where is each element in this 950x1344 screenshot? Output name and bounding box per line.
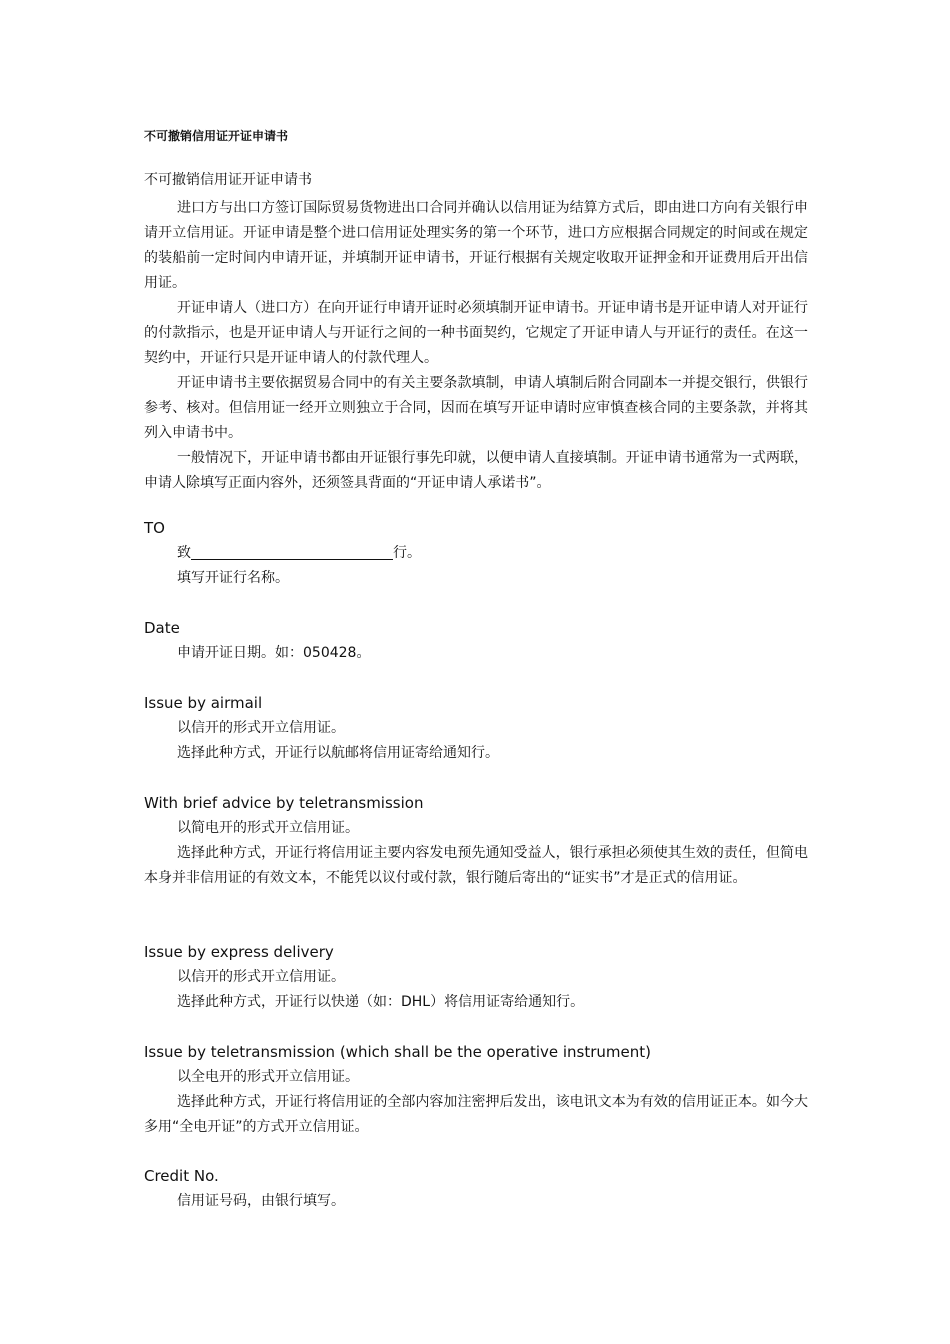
intro-paragraph: 一般情况下，开证申请书都由开证银行事先印就，以便申请人直接填制。开证申请书通常为一式两联，申请人除填写正面内容外，还须签具背面的“开证申请人承诺书”。: [144, 450, 808, 491]
section-note: 填写开证行名称。: [177, 570, 289, 586]
section-teletransmission: [144, 1040, 808, 1140]
section-note: 以信开的形式开立信用证。: [177, 969, 345, 985]
section-to: [144, 516, 808, 591]
section-paragraph: 选择此种方式，开证行将信用证的全部内容加注密押后发出，该电讯文本为有效的信用证正本。如今大多用“全电开证”的方式开立信用证。: [144, 1094, 808, 1135]
section-note: 以简电开的形式开立信用证。: [177, 820, 359, 836]
section-note: 选择此种方式，开证行以航邮将信用证寄给通知行。: [177, 745, 499, 761]
bank-name-blank: [191, 545, 393, 560]
section-heading: Issue by airmail: [144, 694, 263, 712]
section-credit-no: [144, 1164, 808, 1214]
section-heading: Credit No.: [144, 1167, 219, 1185]
section-heading: Issue by teletransmission (which shall be the operative instrument): [144, 1043, 651, 1061]
section-brief-advice: [144, 791, 808, 891]
section-heading: With brief advice by teletransmission: [144, 794, 424, 812]
to-prefix: 致: [177, 545, 191, 561]
document-title: 不可撤销信用证开证申请书: [144, 129, 289, 143]
section-heading: Date: [144, 619, 180, 637]
section-note: 信用证号码，由银行填写。: [177, 1193, 345, 1209]
intro-paragraph: 开证申请人（进口方）在向开证行申请开证时必须填制开证申请书。开证申请书是开证申请人对开证行的付款指示，也是开证申请人与开证行之间的一种书面契约，它规定了开证申请人与开证行的责任。在这一契约中，开证行只是开证申请人的付款代理人。: [144, 300, 808, 366]
section-note: 申请开证日期。如：050428。: [177, 645, 371, 661]
section-express: [144, 940, 808, 1015]
intro-section: [144, 196, 808, 496]
to-suffix: 行。: [393, 545, 421, 561]
section-heading: Issue by express delivery: [144, 943, 334, 961]
section-note: 以信开的形式开立信用证。: [177, 720, 345, 736]
section-paragraph: 选择此种方式，开证行将信用证主要内容发电预先通知受益人，银行承担必须使其生效的责任，但简电本身并非信用证的有效文本，不能凭以议付或付款，银行随后寄出的“证实书”才是正式的信用证。: [144, 845, 808, 886]
section-date: [144, 616, 808, 666]
to-line: [144, 541, 808, 566]
section-heading: TO: [144, 519, 165, 537]
intro-paragraph: 进口方与出口方签订国际贸易货物进出口合同并确认以信用证为结算方式后，即由进口方向有关银行申请开立信用证。开证申请是整个进口信用证处理实务的第一个环节，进口方应根据合同规定的时间或在规定的装船前一定时间内申请开证，并填制开证申请书，开证行根据有关规定收取开证押金和开证费用后开出信用证。: [144, 200, 808, 291]
section-note: 选择此种方式，开证行以快递（如：DHL）将信用证寄给通知行。: [177, 994, 585, 1010]
document-subtitle: 不可撤销信用证开证申请书: [144, 172, 312, 188]
intro-paragraph: 开证申请书主要依据贸易合同中的有关主要条款填制，申请人填制后附合同副本一并提交银行，供银行参考、核对。但信用证一经开立则独立于合同，因而在填写开证申请时应审慎查核合同的主要条款，并将其列入申请书中。: [144, 375, 808, 441]
section-airmail: [144, 691, 808, 766]
section-note: 以全电开的形式开立信用证。: [177, 1069, 359, 1085]
